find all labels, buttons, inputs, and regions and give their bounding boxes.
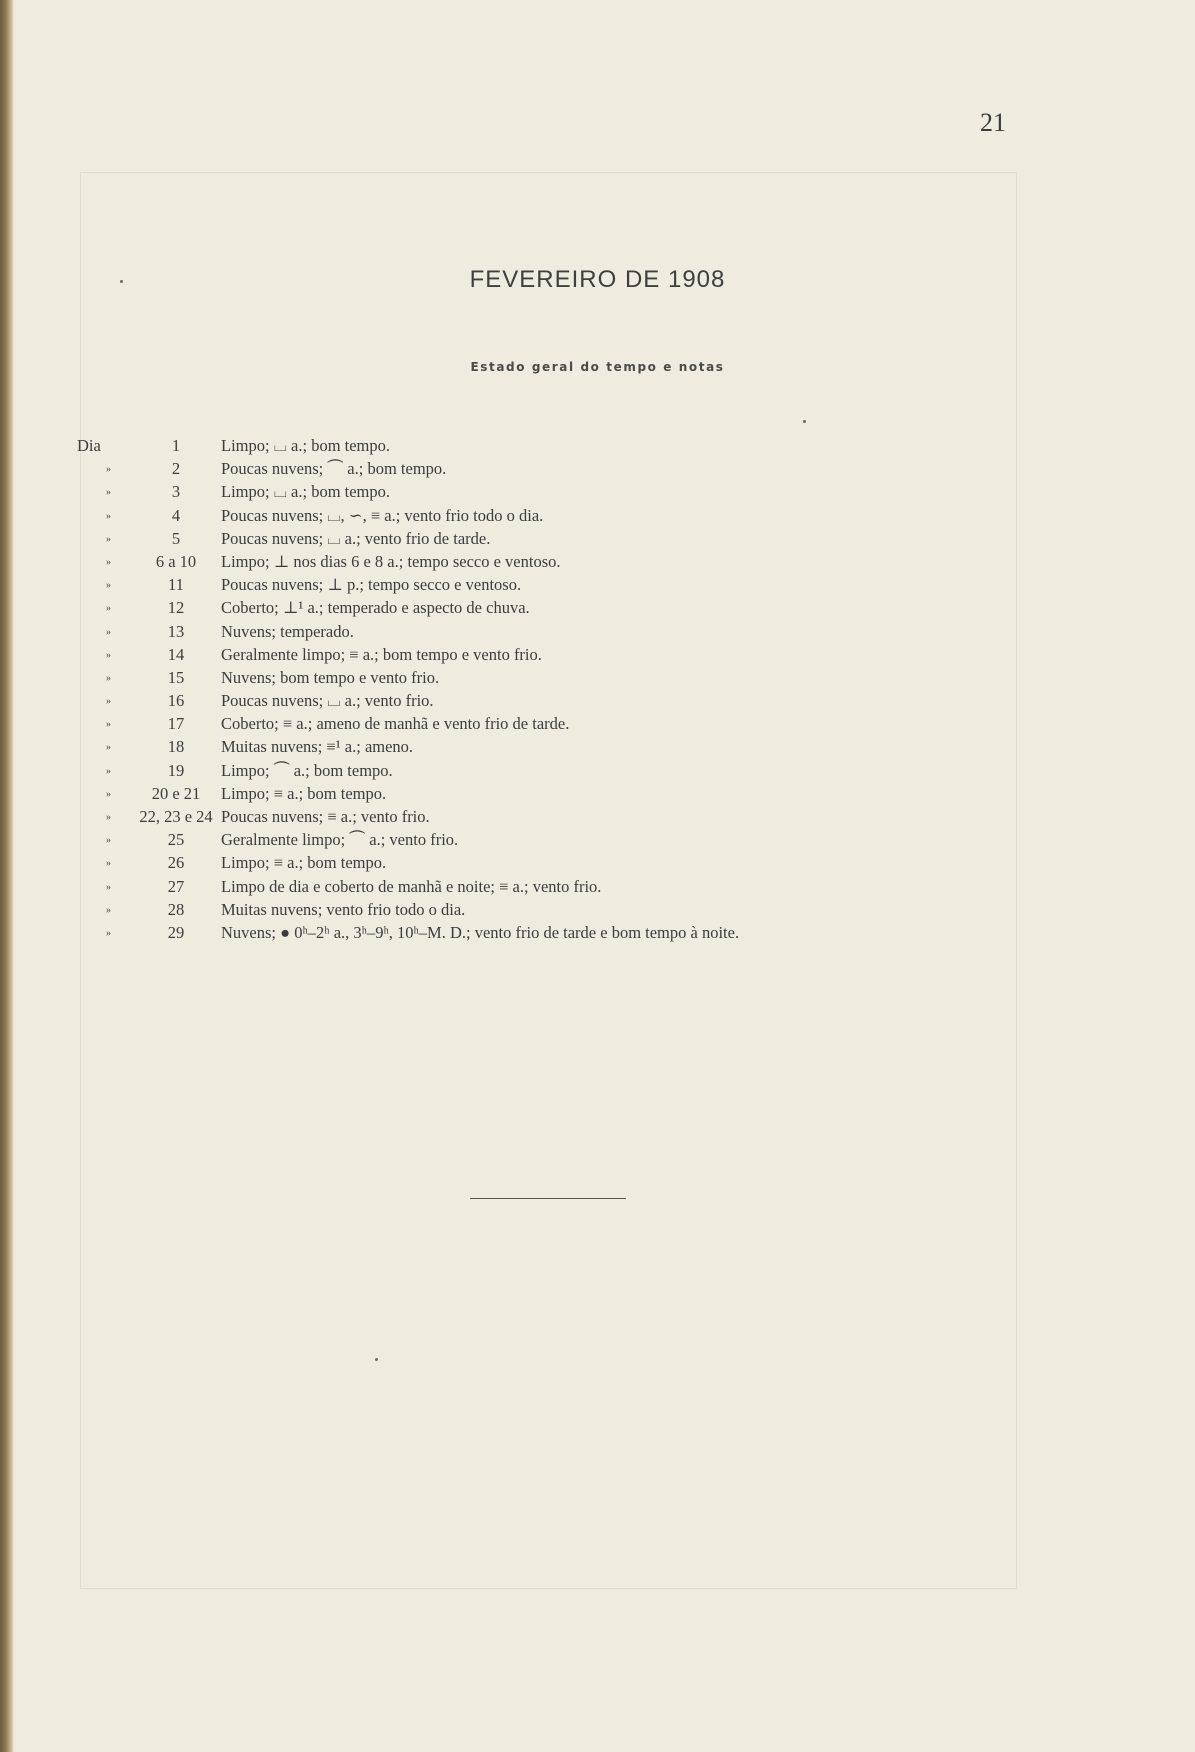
table-row (60, 828, 1140, 851)
weather-note: Limpo; ⌴ a.; bom tempo. (221, 436, 391, 455)
ditto-mark: » (106, 464, 111, 476)
table-row (60, 434, 1140, 457)
table-row (60, 898, 1140, 921)
day-number: 11 (168, 575, 184, 595)
ditto-mark: » (106, 904, 111, 916)
day-label: Dia (77, 436, 101, 455)
paper-speck (375, 1358, 378, 1361)
day-number: 14 (167, 644, 185, 664)
day-number: 20 e 21 (151, 783, 201, 803)
ditto-mark: » (106, 487, 111, 499)
day-number: 6 a 10 (155, 551, 197, 571)
weather-note: Limpo; ⌴ a.; bom tempo. (221, 482, 391, 502)
ditto-mark: » (106, 580, 111, 592)
day-number: 3 (171, 482, 181, 502)
weather-note: Limpo de dia e coberto de manhã e noite; ≡ a.; vento frio. (221, 876, 602, 896)
table-row (60, 480, 1140, 503)
page-title: FEVEREIRO DE 1908 (469, 266, 726, 293)
ditto-mark: » (106, 649, 111, 661)
day-number: 15 (167, 667, 185, 687)
day-number: 22, 23 e 24 (139, 807, 213, 826)
ditto-mark: » (106, 556, 111, 568)
ditto-mark: » (106, 858, 111, 870)
day-number: 28 (167, 899, 185, 919)
page-number: 21 (980, 108, 1006, 137)
table-row (60, 527, 1140, 550)
table-row (60, 550, 1140, 573)
day-number: 19 (167, 760, 185, 780)
day-number: 4 (171, 505, 181, 525)
ditto-mark: » (106, 719, 111, 731)
day-number: 5 (171, 528, 181, 548)
ditto-mark: » (106, 533, 111, 545)
ditto-mark: » (106, 812, 111, 823)
table-row (60, 620, 1140, 643)
weather-note: Poucas nuvens; ⏜ a.; bom tempo. (221, 459, 447, 479)
table-row (60, 573, 1140, 596)
ditto-mark: » (106, 696, 111, 708)
weather-note: Coberto; ≡ a.; ameno de manhã e vento frio de tarde. (221, 714, 570, 734)
day-number: 25 (167, 830, 185, 850)
day-number: 12 (167, 598, 185, 618)
paper-speck (120, 280, 123, 283)
ditto-mark: » (106, 835, 111, 847)
weather-note: Muitas nuvens; ≡¹ a.; ameno. (221, 737, 414, 757)
day-number: 13 (167, 621, 185, 641)
weather-note: Poucas nuvens; ⌴ a.; vento frio de tarde. (221, 528, 491, 548)
table-row (60, 851, 1140, 874)
table-row (60, 504, 1140, 527)
day-number: 18 (167, 737, 185, 757)
weather-note: Limpo; ≡ a.; bom tempo. (221, 783, 387, 803)
day-number: 26 (167, 853, 185, 873)
weather-note: Nuvens; bom tempo e vento frio. (221, 667, 440, 687)
ditto-mark: » (106, 765, 111, 777)
table-row (60, 782, 1140, 805)
paper-speck (803, 420, 806, 423)
ditto-mark: » (106, 927, 111, 939)
closing-rule (470, 1198, 626, 1199)
table-row (60, 759, 1140, 782)
ditto-mark: » (106, 626, 111, 638)
table-row (60, 921, 1140, 944)
table-row (60, 805, 1140, 828)
weather-note: Nuvens; ● 0ʰ–2ʰ a., 3ʰ–9ʰ, 10ʰ–M. D.; vento frio de tarde e bom tempo à noite. (221, 922, 740, 942)
ditto-mark: » (106, 510, 111, 522)
weather-note: Limpo; ⊥ nos dias 6 e 8 a.; tempo secco e ventoso. (221, 551, 561, 571)
weather-note: Poucas nuvens; ⊥ p.; tempo secco e ventoso. (221, 575, 522, 595)
weather-note: Poucas nuvens; ⌴, ∽, ≡ a.; vento frio todo o dia. (221, 505, 544, 525)
table-row (60, 643, 1140, 666)
weather-note: Geralmente limpo; ⏜ a.; vento frio. (221, 830, 459, 850)
table-row (60, 457, 1140, 480)
ditto-mark: » (106, 788, 111, 800)
ditto-mark: » (106, 603, 111, 615)
day-number: 16 (167, 691, 185, 711)
ditto-mark: » (106, 742, 111, 754)
weather-note: Limpo; ≡ a.; bom tempo. (221, 853, 387, 873)
table-row (60, 689, 1140, 712)
table-row (60, 735, 1140, 758)
ditto-mark: » (106, 672, 111, 684)
weather-notes-list (60, 434, 1140, 944)
day-number: 2 (171, 459, 181, 479)
weather-note: Poucas nuvens; ≡ a.; vento frio. (221, 807, 430, 826)
weather-note: Nuvens; temperado. (221, 621, 354, 641)
weather-note: Muitas nuvens; vento frio todo o dia. (221, 899, 466, 919)
day-number: 27 (167, 876, 185, 896)
table-row (60, 596, 1140, 619)
ditto-mark: » (106, 881, 111, 893)
weather-note: Limpo; ⏜ a.; bom tempo. (221, 760, 393, 780)
table-row (60, 666, 1140, 689)
day-number: 1 (171, 436, 181, 455)
day-number: 29 (167, 922, 185, 942)
book-spine (0, 0, 14, 1752)
day-number: 17 (167, 714, 185, 734)
table-row (60, 712, 1140, 735)
weather-note: Geralmente limpo; ≡ a.; bom tempo e vento frio. (221, 644, 542, 664)
weather-note: Coberto; ⊥¹ a.; temperado e aspecto de chuva. (221, 598, 530, 618)
table-row (60, 875, 1140, 898)
weather-note: Poucas nuvens; ⌴ a.; vento frio. (221, 691, 434, 711)
section-subtitle: Estado geral do tempo e notas (470, 360, 725, 374)
